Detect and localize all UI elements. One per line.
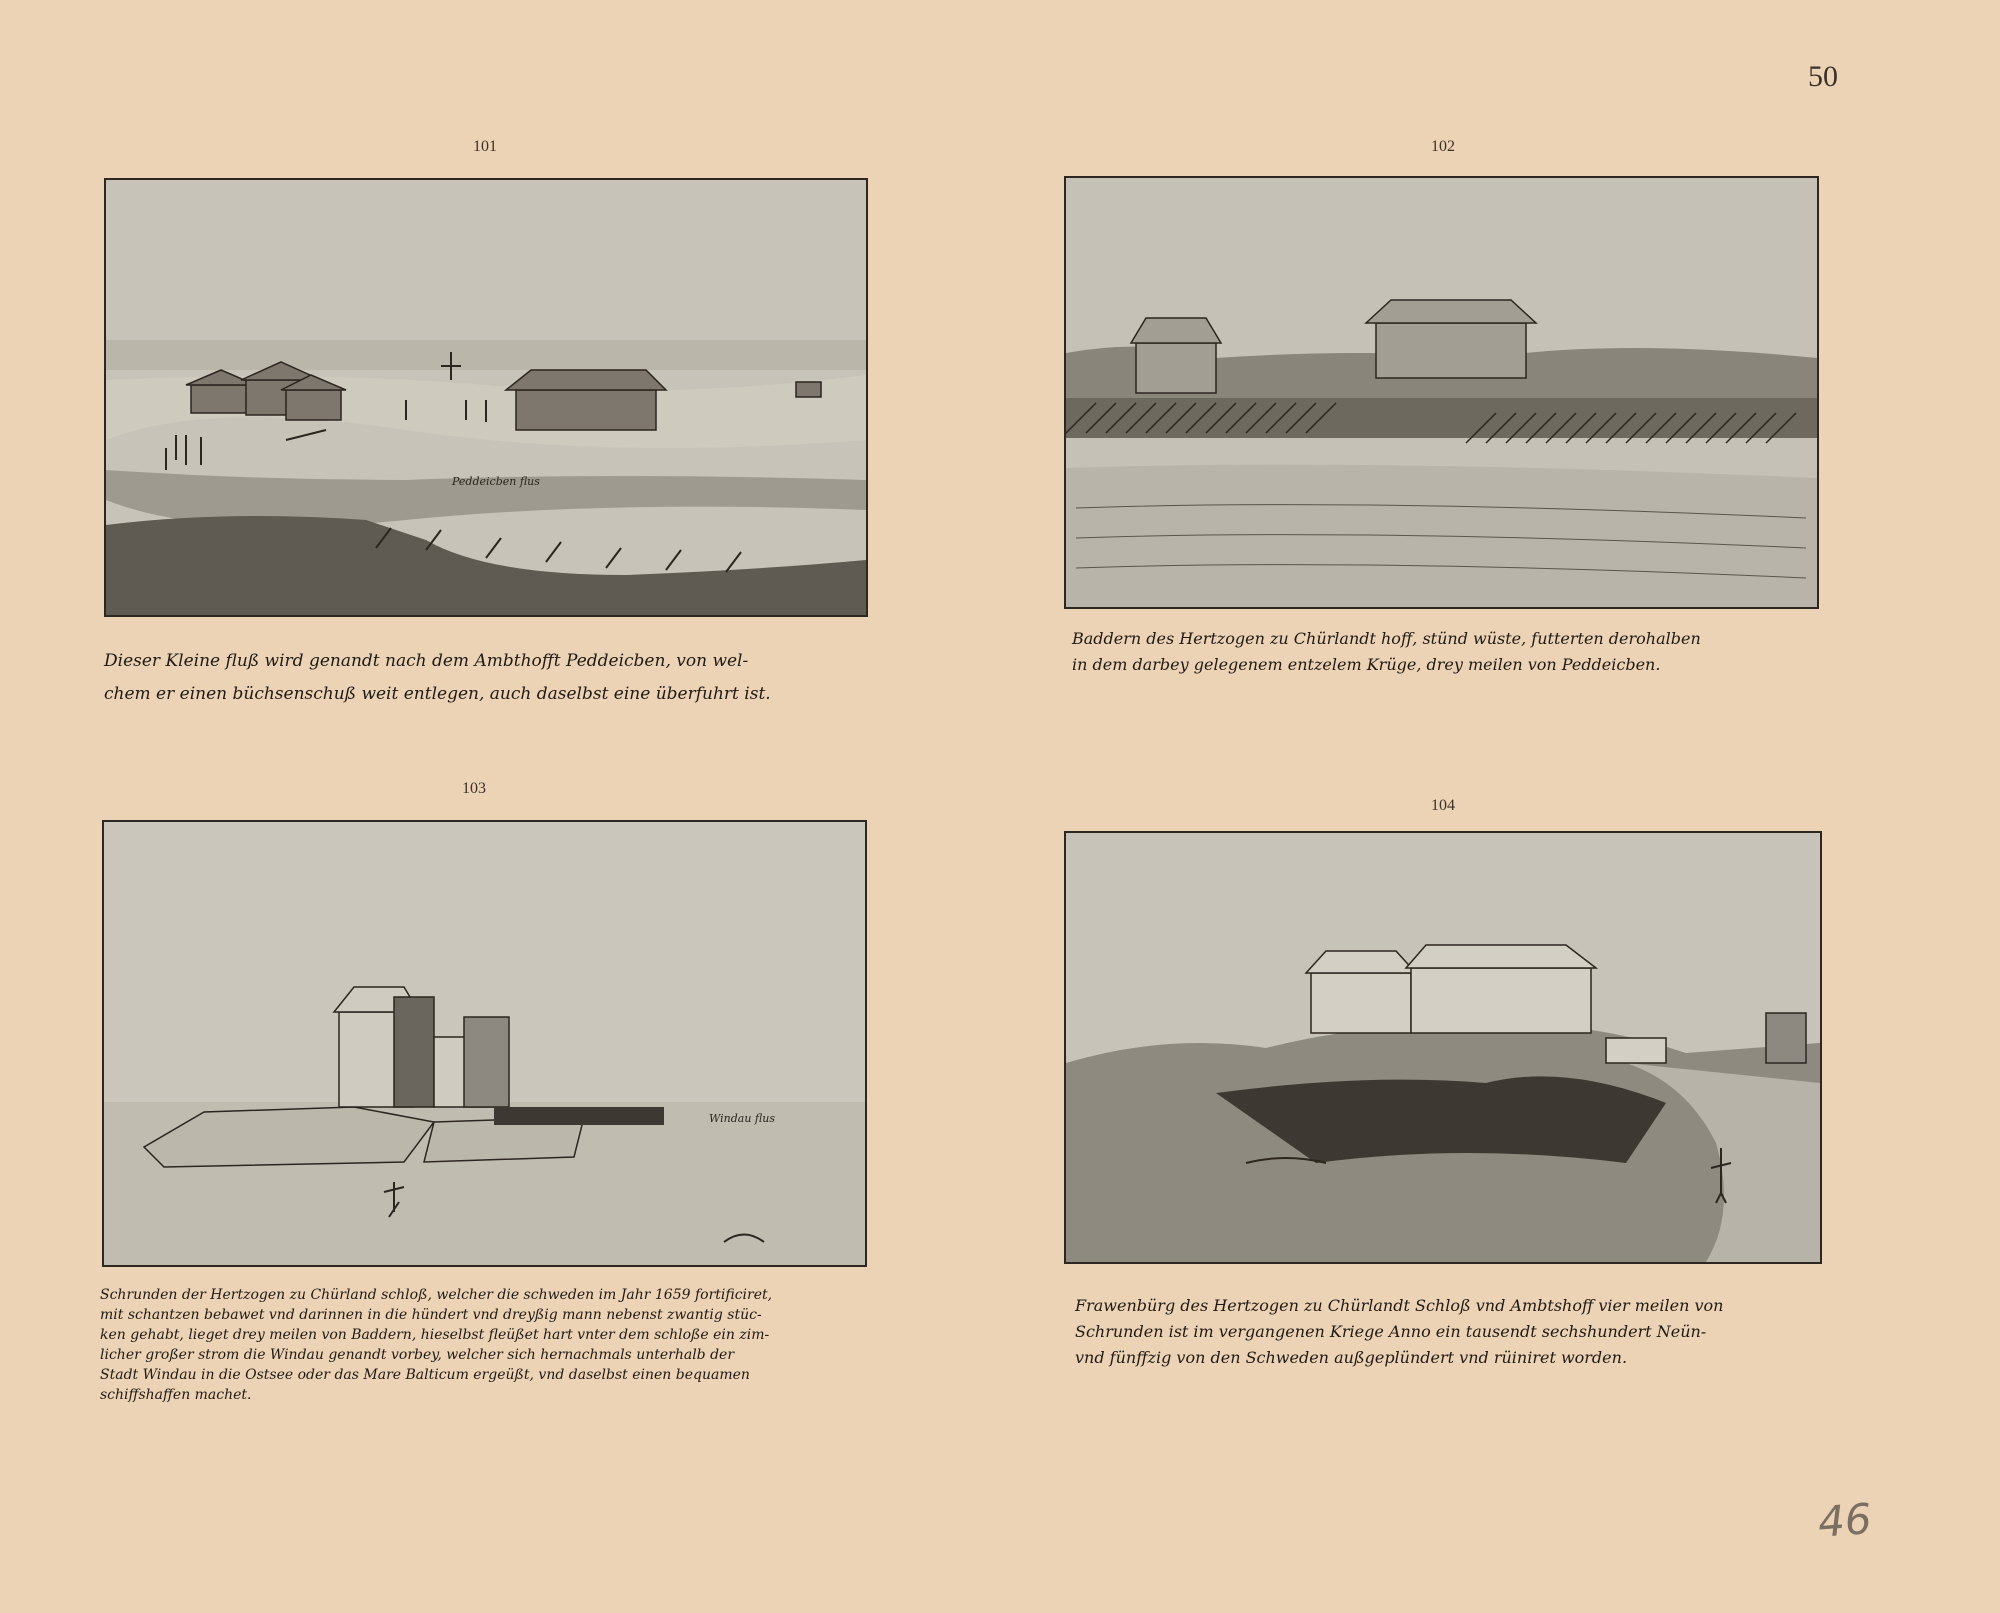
illustration-plate-104 — [1064, 831, 1822, 1264]
illustration-plate-103 — [102, 820, 867, 1267]
archive-mark: 46 — [1816, 1494, 1874, 1547]
scene-inscription: Windau flus — [709, 1112, 775, 1125]
plate-number-103: 103 — [462, 780, 486, 797]
caption-plate-104: Frawenbürg des Hertzogen zu Chürlandt Schloß vnd Ambtshoff vier meilen von Schrunden ist im vergangenen Kriege Anno ein tausendt sechshundert Neün- vnd fünffzig von den Schweden außgeplündert vnd rüiniret worden. — [1075, 1296, 1724, 1367]
farmstead-drawing — [1066, 178, 1817, 607]
caption-plate-102: Baddern des Hertzogen zu Chürlandt hoff, stünd wüste, futterten derohalben in dem darbey gelegenem entzelem Krüge, drey meilen von Peddeicben. — [1072, 629, 1701, 674]
caption-plate-101: Dieser Kleine fluß wird genandt nach dem Ambthofft Peddeicben, von wel- chem er einen büchsenschuß weit entlegen, auch daselbst eine überfuhrt ist. — [104, 651, 771, 704]
scene-inscription: Peddeicben flus — [452, 475, 540, 488]
illustration-plate-102 — [1064, 176, 1819, 609]
plate-number-101: 101 — [473, 138, 497, 155]
river-scene-drawing — [106, 180, 866, 615]
caption-plate-103: Schrunden der Hertzogen zu Chürland schloß, welcher die schweden im Jahr 1659 fortificiret, mit schantzen bebawet vnd darinnen in die hündert vnd dreyßig mann nebenst zwantig stüc- ken gehabt, lieget drey meilen von Baddern, hieselbst fleüßet hart vnter dem schloße ein zim- licher großer strom die Windau genandt vorbey, welcher sich hernachmals unterhalb der Stadt Windau in die Ostsee oder das Mare Balticum ergeüßt, vnd daselbst einen bequamen schiffshaffen machet. — [100, 1287, 773, 1403]
plate-number-102: 102 — [1431, 138, 1455, 155]
illustration-plate-101 — [104, 178, 868, 617]
palace-on-hill-drawing — [1066, 833, 1820, 1262]
page-number: 50 — [1808, 60, 1838, 93]
plate-number-104: 104 — [1431, 797, 1455, 814]
castle-fortification-drawing — [104, 822, 865, 1265]
